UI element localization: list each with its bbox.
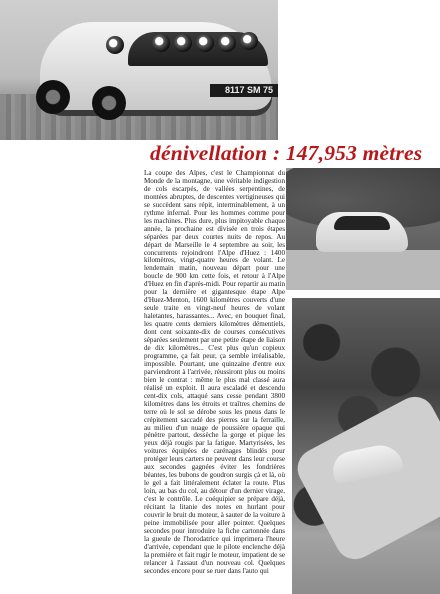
rally-lamp — [196, 34, 214, 52]
article-body: La coupe des Alpes, c'est le Championnat du Monde de la montagne, une véritable indigestion de cols escarpés, de vallées serpentines, de montées abruptes, de descentes vertigineuses qui se succèdent sans répit, interminablement, à un rythme infernal. Pour les hommes comme pour les machines. Plus dure, plus impitoyable chaque année, la prochaine est divisée en trois étapes séparées par deux courtes nuits de repos. Au départ de Marseille le 4 septembre au soir, les concurrents rejoindront l'Alpe d'Huez : 1400 kilomètres, vingt-quatre heures de volant. Le lendemain matin, nouveau départ pour une boucle de 900 km cette fois, et retour à l'Alpe d'Huez en fin d'après-midi. Pour repartir au matin pour la dernière et gigantesque étape Alpe d'Huez-Menton, 1600 kilomètres couverts d'une seule traite en vingt-neuf heures de volant haletantes, harassantes... Avec, en bouquet final, les quatre cents derniers kilomètres démentiels, dont cent soixante-dix de courses consécutives séparées seulement par une petite étape de liaison de dix kilomètres... C'est plus qu'un copieux programme, ça fait peur, ça semble irréalisable, impossible. Pourtant, une quinzaine d'entre eux parviendront à l'arrivée, réussiront plus ou moins bien le contrat : même le plus mal classé aura réalisé un exploit. Il aura escaladé et descendu cent-dix cols, attaqué sans cesse pendant 3800 kilomètres dans les étroits et traîtres chemins de terre où le sol se dérobe sous les pneus dans le crépitement saccadé des pierres sur la ferraille, au milieu d'un nuage de poussière opaque qui pénètre partout, dessèche la gorge et pique les yeux déjà rougis par la fatigue. Martyrisées, les voitures équipées de carénages blindés pour protéger leurs carters ne peuvent dans leur course aux secondes gagnées éviter les fondrières béantes, les bubons de goudron surgis çà et là, où le gel a fait littéralement éclater la route. Plus loin, au bas du col, au détour d'un dernier virage, c'est le contrôle. Le coéquipier se prépare déjà, récitant la litanie des notes en hurlant pour couvrir le bruit du moteur, à sauter de la voiture à peine immobilisée pour aller pointer. Quelques secondes pour introduire la fiche cartonnée dans la gueule de l'horodatrice qui imprimera l'heure d'arrivée, cependant que le pilote enclenche déjà la première et fait rugir le moteur, impatient de se relancer à l'assaut d'un nouveau col. Quelques secondes encore pour se ruer dans l'auto qui — [144, 170, 285, 575]
rally-lamp — [218, 34, 236, 52]
rally-car-photo-forest-road — [292, 298, 440, 594]
headlight — [106, 36, 124, 54]
rally-car — [316, 212, 408, 252]
headline: dénivellation : 147,953 mètres — [150, 141, 423, 165]
article-column — [144, 170, 285, 594]
rally-car — [40, 22, 272, 110]
wheel — [36, 80, 70, 114]
wheel — [92, 86, 126, 120]
road-surface — [286, 250, 440, 290]
license-plate: 8117 SM 75 — [210, 84, 278, 97]
rally-lamp — [240, 32, 258, 50]
rally-car-photo-mountain — [286, 168, 440, 290]
rally-car-photo-top — [0, 0, 278, 140]
rally-lamp — [152, 34, 170, 52]
rally-lamp — [174, 34, 192, 52]
